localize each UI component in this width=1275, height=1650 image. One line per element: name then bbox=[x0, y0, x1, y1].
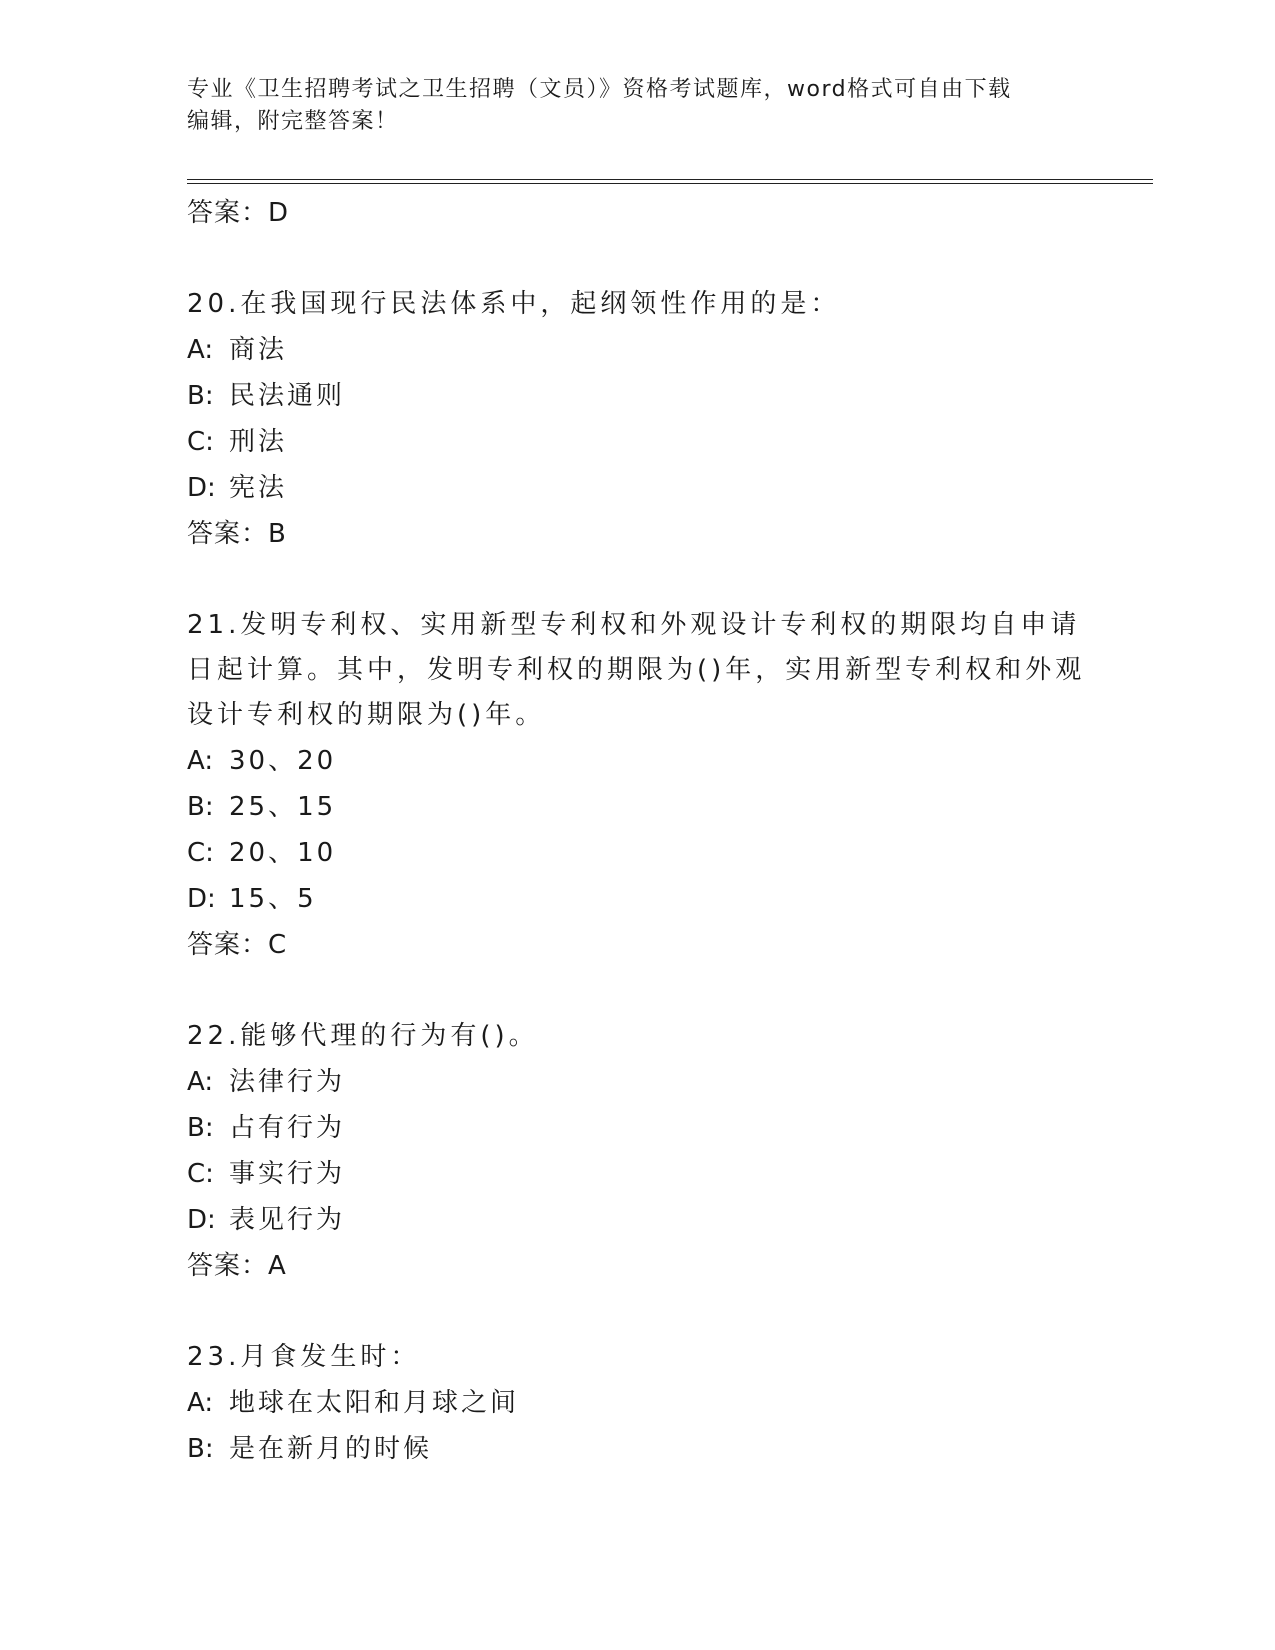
document-header bbox=[187, 74, 1067, 138]
option-a bbox=[187, 1380, 1087, 1426]
header-line-2: 编辑，附完整答案！ bbox=[187, 109, 399, 134]
spacer bbox=[187, 968, 1087, 1014]
option-letter: A: bbox=[187, 746, 214, 776]
option-text: 民法通则 bbox=[229, 381, 346, 411]
option-text: 商法 bbox=[229, 335, 288, 365]
option-letter: A: bbox=[187, 1388, 214, 1418]
option-letter: A: bbox=[187, 1067, 214, 1097]
option-letter: B: bbox=[187, 792, 214, 822]
option-letter: A: bbox=[187, 335, 214, 365]
option-letter: B: bbox=[187, 1113, 214, 1143]
option-c bbox=[187, 830, 1087, 876]
answer-line: 答案：B bbox=[187, 519, 287, 549]
option-text: 宪法 bbox=[229, 473, 288, 503]
option-text: 25、15 bbox=[229, 792, 337, 822]
option-text: 事实行为 bbox=[229, 1159, 346, 1189]
option-text: 30、20 bbox=[229, 746, 337, 776]
option-b bbox=[187, 373, 1087, 419]
option-text: 地球在太阳和月球之间 bbox=[229, 1388, 520, 1418]
question-text: 22.能够代理的行为有()。 bbox=[187, 1021, 539, 1051]
question-text: 20.在我国现行民法体系中，起纲领性作用的是： bbox=[187, 289, 841, 319]
option-letter: C: bbox=[187, 427, 214, 457]
option-text: 是在新月的时候 bbox=[229, 1434, 433, 1464]
header-divider-top bbox=[187, 179, 1153, 180]
option-d bbox=[187, 876, 1087, 922]
option-text: 占有行为 bbox=[229, 1113, 346, 1143]
option-letter: D: bbox=[187, 884, 216, 914]
answer-line: 答案：A bbox=[187, 1251, 287, 1281]
question-block-22 bbox=[187, 1014, 1087, 1289]
option-letter: C: bbox=[187, 1159, 214, 1189]
option-d bbox=[187, 465, 1087, 511]
spacer bbox=[187, 236, 1087, 282]
option-b bbox=[187, 784, 1087, 830]
header-line-1: 专业《卫生招聘考试之卫生招聘（文员）》资格考试题库，word格式可自由下载 bbox=[187, 77, 1012, 102]
option-b bbox=[187, 1105, 1087, 1151]
answer-line: 答案：C bbox=[187, 930, 288, 960]
question-text: 21.发明专利权、实用新型专利权和外观设计专利权的期限均自申请日起计算。其中，发明专利权的期限为()年，实用新型专利权和外观设计专利权的期限为()年。 bbox=[187, 610, 1086, 730]
option-c bbox=[187, 419, 1087, 465]
option-c bbox=[187, 1151, 1087, 1197]
option-a bbox=[187, 1059, 1087, 1105]
option-letter: B: bbox=[187, 381, 214, 411]
option-letter: B: bbox=[187, 1434, 214, 1464]
question-block-20 bbox=[187, 282, 1087, 557]
option-letter: D: bbox=[187, 1205, 216, 1235]
option-a bbox=[187, 738, 1087, 784]
spacer bbox=[187, 1289, 1087, 1335]
question-list bbox=[187, 190, 1087, 1472]
option-text: 20、10 bbox=[229, 838, 337, 868]
option-d bbox=[187, 1197, 1087, 1243]
option-text: 刑法 bbox=[229, 427, 288, 457]
option-b bbox=[187, 1426, 1087, 1472]
option-text: 表见行为 bbox=[229, 1205, 346, 1235]
question-block-21 bbox=[187, 603, 1087, 968]
question-text: 23.月食发生时： bbox=[187, 1342, 421, 1372]
option-text: 15、5 bbox=[229, 884, 317, 914]
header-divider-bottom bbox=[187, 183, 1153, 184]
option-letter: C: bbox=[187, 838, 214, 868]
answer-line: 答案：D bbox=[187, 198, 290, 228]
option-a bbox=[187, 327, 1087, 373]
option-letter: D: bbox=[187, 473, 216, 503]
question-block-23 bbox=[187, 1335, 1087, 1472]
spacer bbox=[187, 557, 1087, 603]
option-text: 法律行为 bbox=[229, 1067, 346, 1097]
